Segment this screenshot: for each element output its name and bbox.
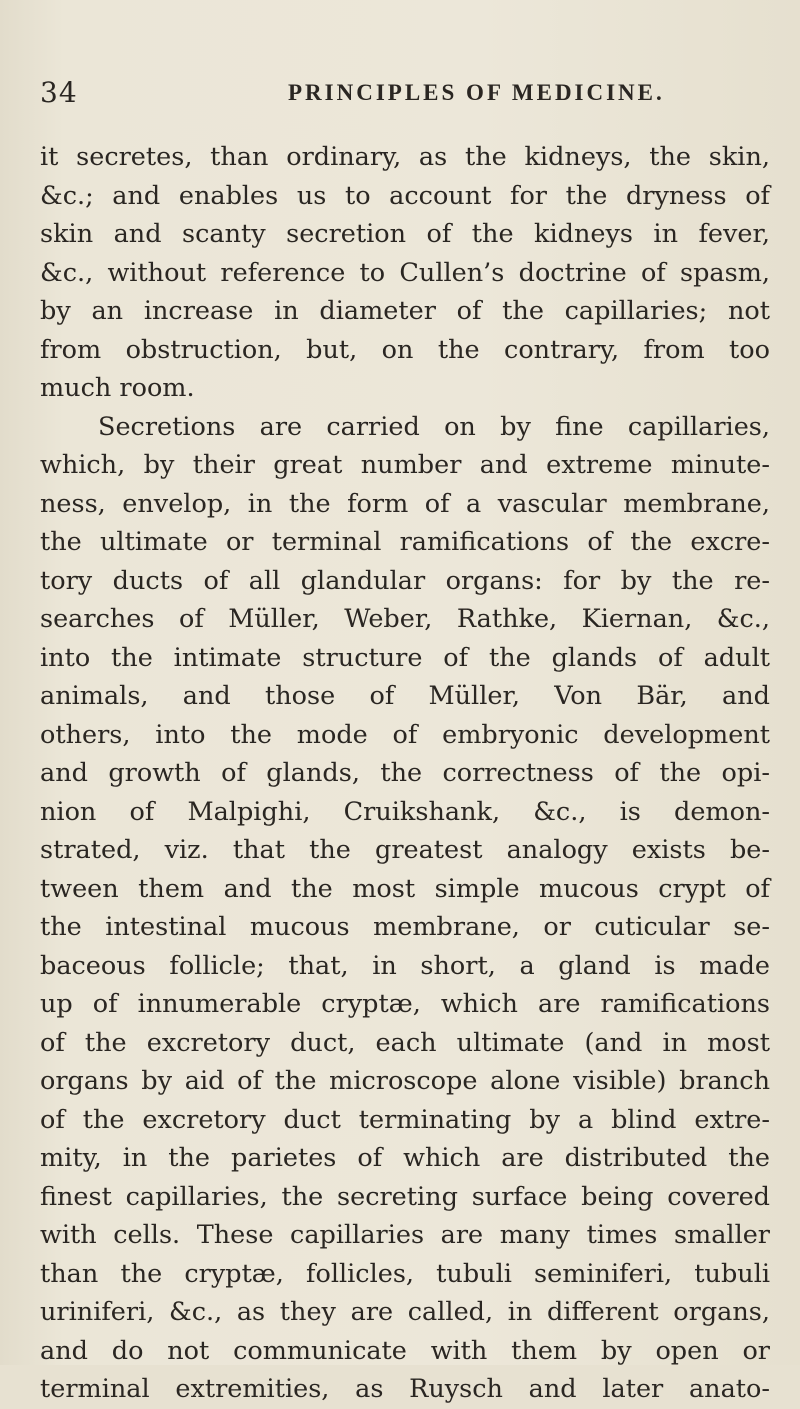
text-line: searches of Müller, Weber, Rathke, Kiernan, &c., xyxy=(40,604,770,634)
text-line: tween them and the most simple mucous crypt of xyxy=(40,873,770,904)
text-line: organs by aid of the microscope alone visible) branch xyxy=(40,1066,770,1096)
text-line: uriniferi, &c., as they are called, in different organs, xyxy=(40,1297,770,1327)
text-line: &c.; and enables us to account for the dryness of xyxy=(40,180,770,211)
body-text xyxy=(40,138,770,1409)
text-line: nion of Malpighi, Cruikshank, &c., is demon- xyxy=(40,796,770,827)
text-line: strated, viz. that the greatest analogy exists be- xyxy=(40,835,770,865)
text-line: others, into the mode of embryonic development xyxy=(40,719,770,750)
text-line: tory ducts of all glandular organs: for by the re- xyxy=(40,565,770,596)
running-head: PRINCIPLES OF MEDICINE. xyxy=(288,80,665,105)
text-line: and growth of glands, the correctness of the opi- xyxy=(40,758,770,788)
text-line: animals, and those of Müller, Von Bär, and xyxy=(40,681,770,711)
text-line: by an increase in diameter of the capillaries; not xyxy=(40,296,770,326)
text-line: baceous follicle; that, in short, a gland is made xyxy=(40,950,770,981)
text-line: the intestinal mucous membrane, or cuticular se- xyxy=(40,912,770,942)
text-line: terminal extremities, as Ruysch and later anato- xyxy=(40,1374,770,1404)
text-line: of the excretory duct terminating by a blind extre- xyxy=(40,1104,770,1135)
text-line: skin and scanty secretion of the kidneys in fever, xyxy=(40,219,770,249)
text-line: which, by their great number and extreme minute- xyxy=(40,450,770,480)
text-line: with cells. These capillaries are many times smaller xyxy=(40,1220,770,1250)
text-line: ness, envelop, in the form of a vascular membrane, xyxy=(40,488,770,519)
text-line: it secretes, than ordinary, as the kidneys, the skin, xyxy=(40,142,770,172)
text-line: than the cryptæ, follicles, tubuli seminiferi, tubuli xyxy=(40,1258,770,1289)
page-header xyxy=(40,76,780,116)
text-line: finest capillaries, the secreting surface being covered xyxy=(40,1181,770,1212)
text-line: mity, in the parietes of which are distributed the xyxy=(40,1143,770,1173)
page-number: 34 xyxy=(40,76,78,109)
text-line: Secretions are carried on by fine capillaries, xyxy=(98,411,770,442)
text-line: &c., without reference to Cullen’s doctrine of spasm, xyxy=(40,257,770,288)
text-line: up of innumerable cryptæ, which are ramifications xyxy=(40,989,770,1019)
text-line: from obstruction, but, on the contrary, from too xyxy=(40,334,770,365)
text-line: into the intimate structure of the glands of adult xyxy=(40,642,770,673)
text-line: and do not communicate with them by open or xyxy=(40,1335,770,1366)
text-line: the ultimate or terminal ramifications of the excre- xyxy=(40,527,770,557)
text-line: of the excretory duct, each ultimate (and in most xyxy=(40,1027,770,1058)
text-line: much room. xyxy=(40,373,195,403)
